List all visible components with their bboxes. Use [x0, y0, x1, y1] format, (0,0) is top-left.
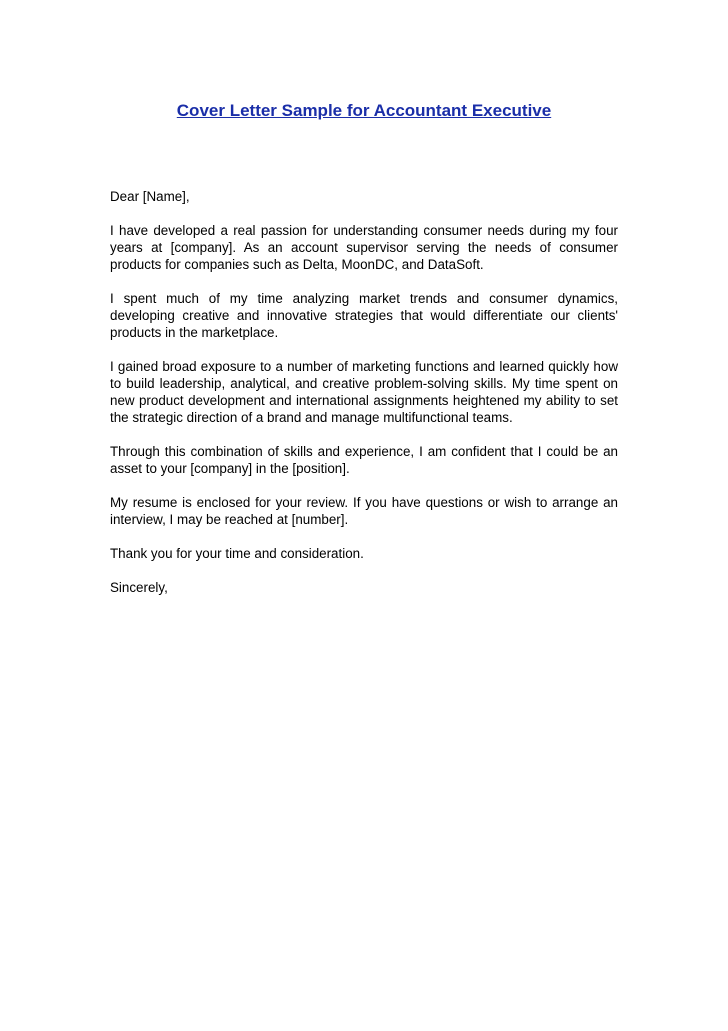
document-title: Cover Letter Sample for Accountant Executive [176, 101, 552, 120]
body-paragraph: Through this combination of skills and experience, I am confident that I could be an asset to your [company] in the [position]. [110, 444, 618, 476]
body-paragraph: I gained broad exposure to a number of marketing functions and learned quickly how to build leadership, analytical, and creative problem-solving skills. My time spent on new product development and international assignments heightened my ability to set the strategic direction of a brand and manage multifunctional teams. [110, 359, 618, 425]
body-paragraph: I have developed a real passion for understanding consumer needs during my four years at [company]. As an account supervisor serving the needs of consumer products for companies such as Delta, MoonDC, and DataSoft. [110, 223, 618, 272]
closing: Sincerely, [110, 580, 168, 595]
body-paragraph: My resume is enclosed for your review. If you have questions or wish to arrange an interview, I may be reached at [number]. [110, 495, 618, 527]
salutation: Dear [Name], [110, 189, 190, 204]
letter-body [110, 188, 618, 613]
body-paragraph: I spent much of my time analyzing market trends and consumer dynamics, developing creative and innovative strategies that would differentiate our clients' products in the marketplace. [110, 291, 618, 340]
body-paragraph: Thank you for your time and consideration. [110, 546, 364, 561]
